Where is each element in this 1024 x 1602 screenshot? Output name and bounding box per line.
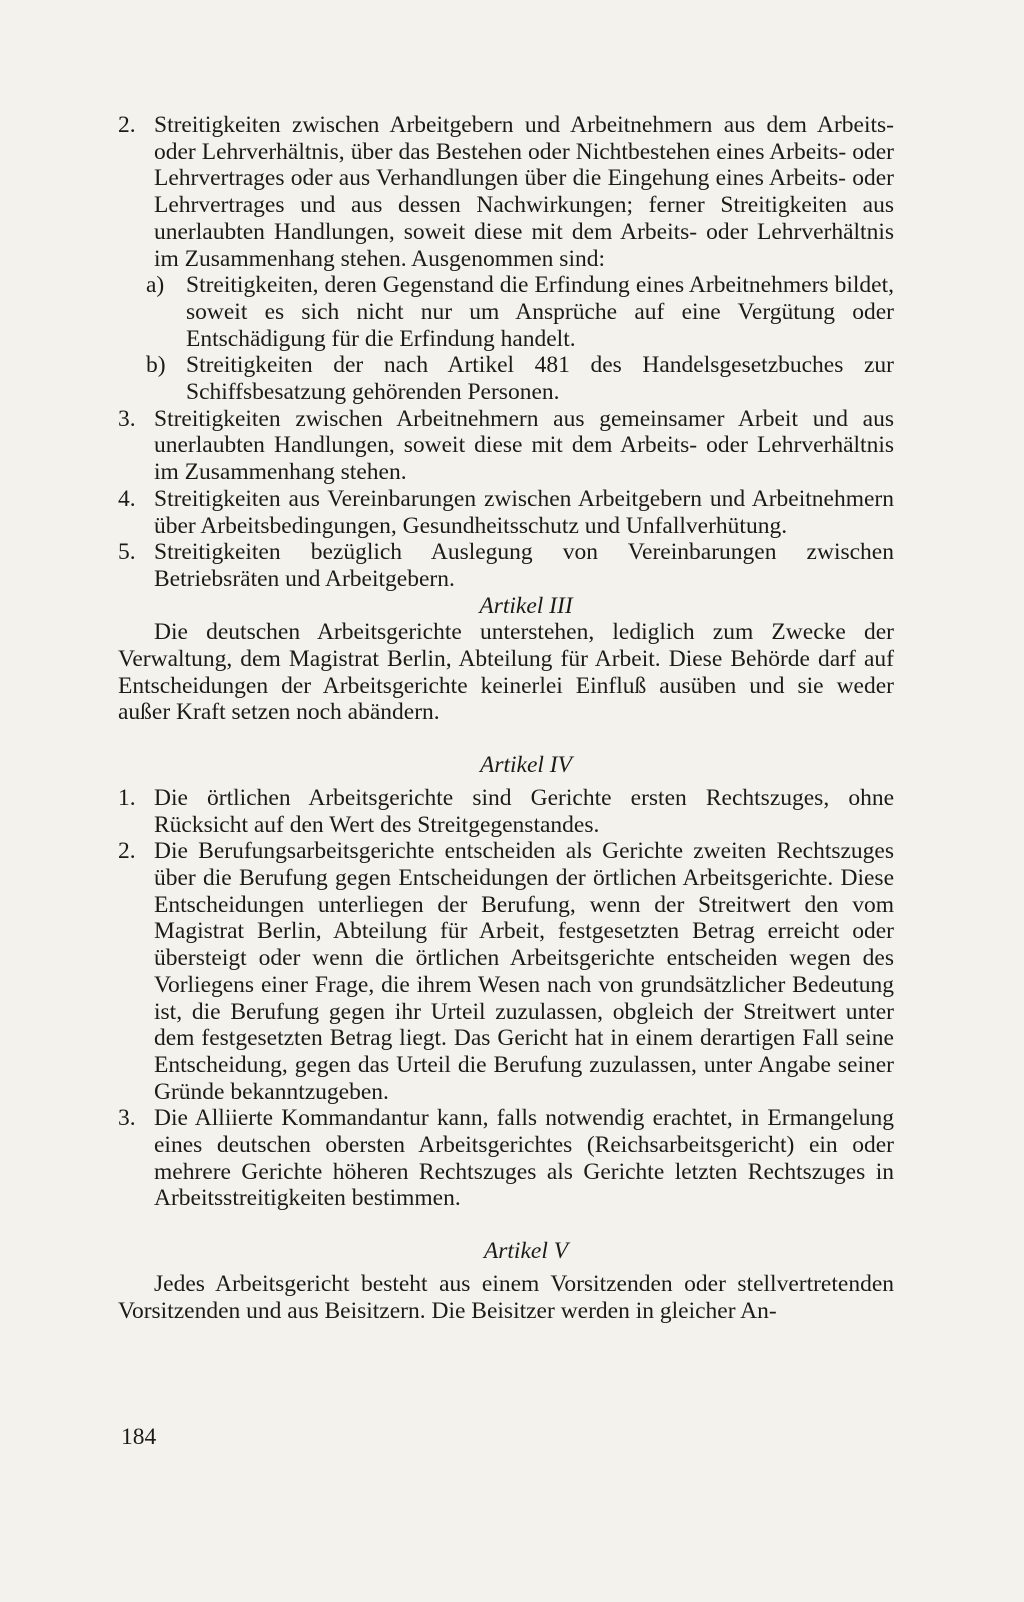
item-number: 2.	[118, 112, 136, 138]
list-item	[118, 112, 894, 272]
sub-item-number: a)	[146, 272, 165, 299]
sub-list-item	[146, 272, 894, 352]
sub-item-number: b)	[146, 352, 166, 379]
item-number: 1.	[118, 784, 136, 811]
item-text: Die Alliierte Kommandantur kann, falls notwendig erachtet, in Ermangelung eines deutschen obersten Arbeitsgerichtes (Reichsarbeitsgericht) ein oder mehrere Gerichte höheren Rechtszuges als Gerichte letzten Rechtszuges in Arbeitsstreitigkeiten bestimmen.	[154, 1105, 894, 1212]
article-3-heading: Artikel III	[479, 592, 573, 619]
item-number: 4.	[118, 485, 136, 512]
list-item	[118, 838, 894, 1105]
article-5-heading: Artikel V	[483, 1238, 569, 1265]
item-text: Streitigkeiten bezüglich Auslegung von Vereinbarungen zwischen Betriebsräten und Arbeitgebern.	[154, 539, 894, 592]
article-5-paragraph: Jedes Arbeitsgericht besteht aus einem Vorsitzenden oder stellvertretenden Vorsitzenden und aus Beisitzern. Die Beisitzer werden in gleicher An-	[118, 1270, 894, 1324]
article-3-paragraph: Die deutschen Arbeitsgerichte unterstehen, lediglich zum Zwecke der Verwaltung, dem Magistrat Berlin, Abteilung für Arbeit. Diese Behörde darf auf Entscheidungen der Arbeitsgerichte keinerlei Einfluß ausüben und sie weder außer Kraft setzen noch abändern.	[118, 619, 894, 726]
item-text: Die örtlichen Arbeitsgerichte sind Gerichte ersten Rechtszuges, ohne Rücksicht auf den Wert des Streitgegenstandes.	[154, 784, 894, 838]
item-number: 5.	[118, 539, 136, 566]
sub-item-text: Streitigkeiten, deren Gegenstand die Erfindung eines Arbeitnehmers bildet, soweit es sich nicht nur um Ansprüche auf eine Vergütung oder Entschädigung für die Erfindung handelt.	[186, 272, 894, 352]
article-4-heading: Artikel IV	[479, 752, 572, 779]
text-body	[118, 112, 894, 1324]
list-item	[118, 785, 894, 838]
list-item	[118, 406, 894, 486]
item-number: 3.	[118, 405, 136, 432]
page-number: 184	[121, 1424, 157, 1450]
list-item	[118, 486, 894, 539]
sub-list-item	[146, 352, 894, 405]
sub-item-text: Streitigkeiten der nach Artikel 481 des Handelsgesetzbuches zur Schiffsbesatzung gehörenden Personen.	[186, 352, 894, 406]
item-text: Streitigkeiten aus Vereinbarungen zwischen Arbeitgebern und Arbeitnehmern über Arbeitsbedingungen, Gesundheitsschutz und Unfallverhütung.	[154, 485, 894, 539]
item-text: Streitigkeiten zwischen Arbeitgebern und Arbeitnehmern aus dem Arbeits- oder Lehrverhältnis, über das Bestehen oder Nichtbestehen eines Arbeits- oder Lehrvertrages oder aus Verhandlungen über die Eingehung eines Arbeits- oder Lehrvertrages und aus dessen Nachwirkungen; ferner Streitigkeiten aus unerlaubten Handlungen, soweit diese mit dem Arbeits- oder Lehrverhältnis im Zusammenhang stehen. Ausgenommen sind:	[154, 112, 894, 272]
item-text: Streitigkeiten zwischen Arbeitnehmern aus gemeinsamer Arbeit und aus unerlaubten Handlungen, soweit diese mit dem Arbeits- oder Lehrverhältnis im Zusammenhang stehen.	[154, 405, 894, 486]
item-number: 2.	[118, 838, 136, 865]
item-text: Die Berufungsarbeitsgerichte entscheiden als Gerichte zweiten Rechtszuges über die Berufung gegen Entscheidungen der örtlichen Arbeitsgerichte. Diese Entscheidungen unterliegen der Berufung, wenn der Streitwert den vom Magistrat Berlin, Abteilung für Arbeit, festgesetzten Betrag erreicht oder übersteigt oder wenn die örtlichen Arbeitsgerichte entscheiden wegen des Vorliegens einer Frage, die ihrem Wesen nach von grundsätzlicher Bedeutung ist, die Berufung gegen ihr Urteil zuzulassen, obgleich der Streitwert unter dem festgesetzten Betrag liegt. Das Gericht hat in einem derartigen Fall seine Entscheidung, gegen das Urteil die Berufung zuzulassen, unter Angabe seiner Gründe bekanntzugeben.	[154, 838, 894, 1105]
item-number: 3.	[118, 1105, 136, 1132]
list-item	[118, 1105, 894, 1212]
list-item	[118, 539, 894, 592]
